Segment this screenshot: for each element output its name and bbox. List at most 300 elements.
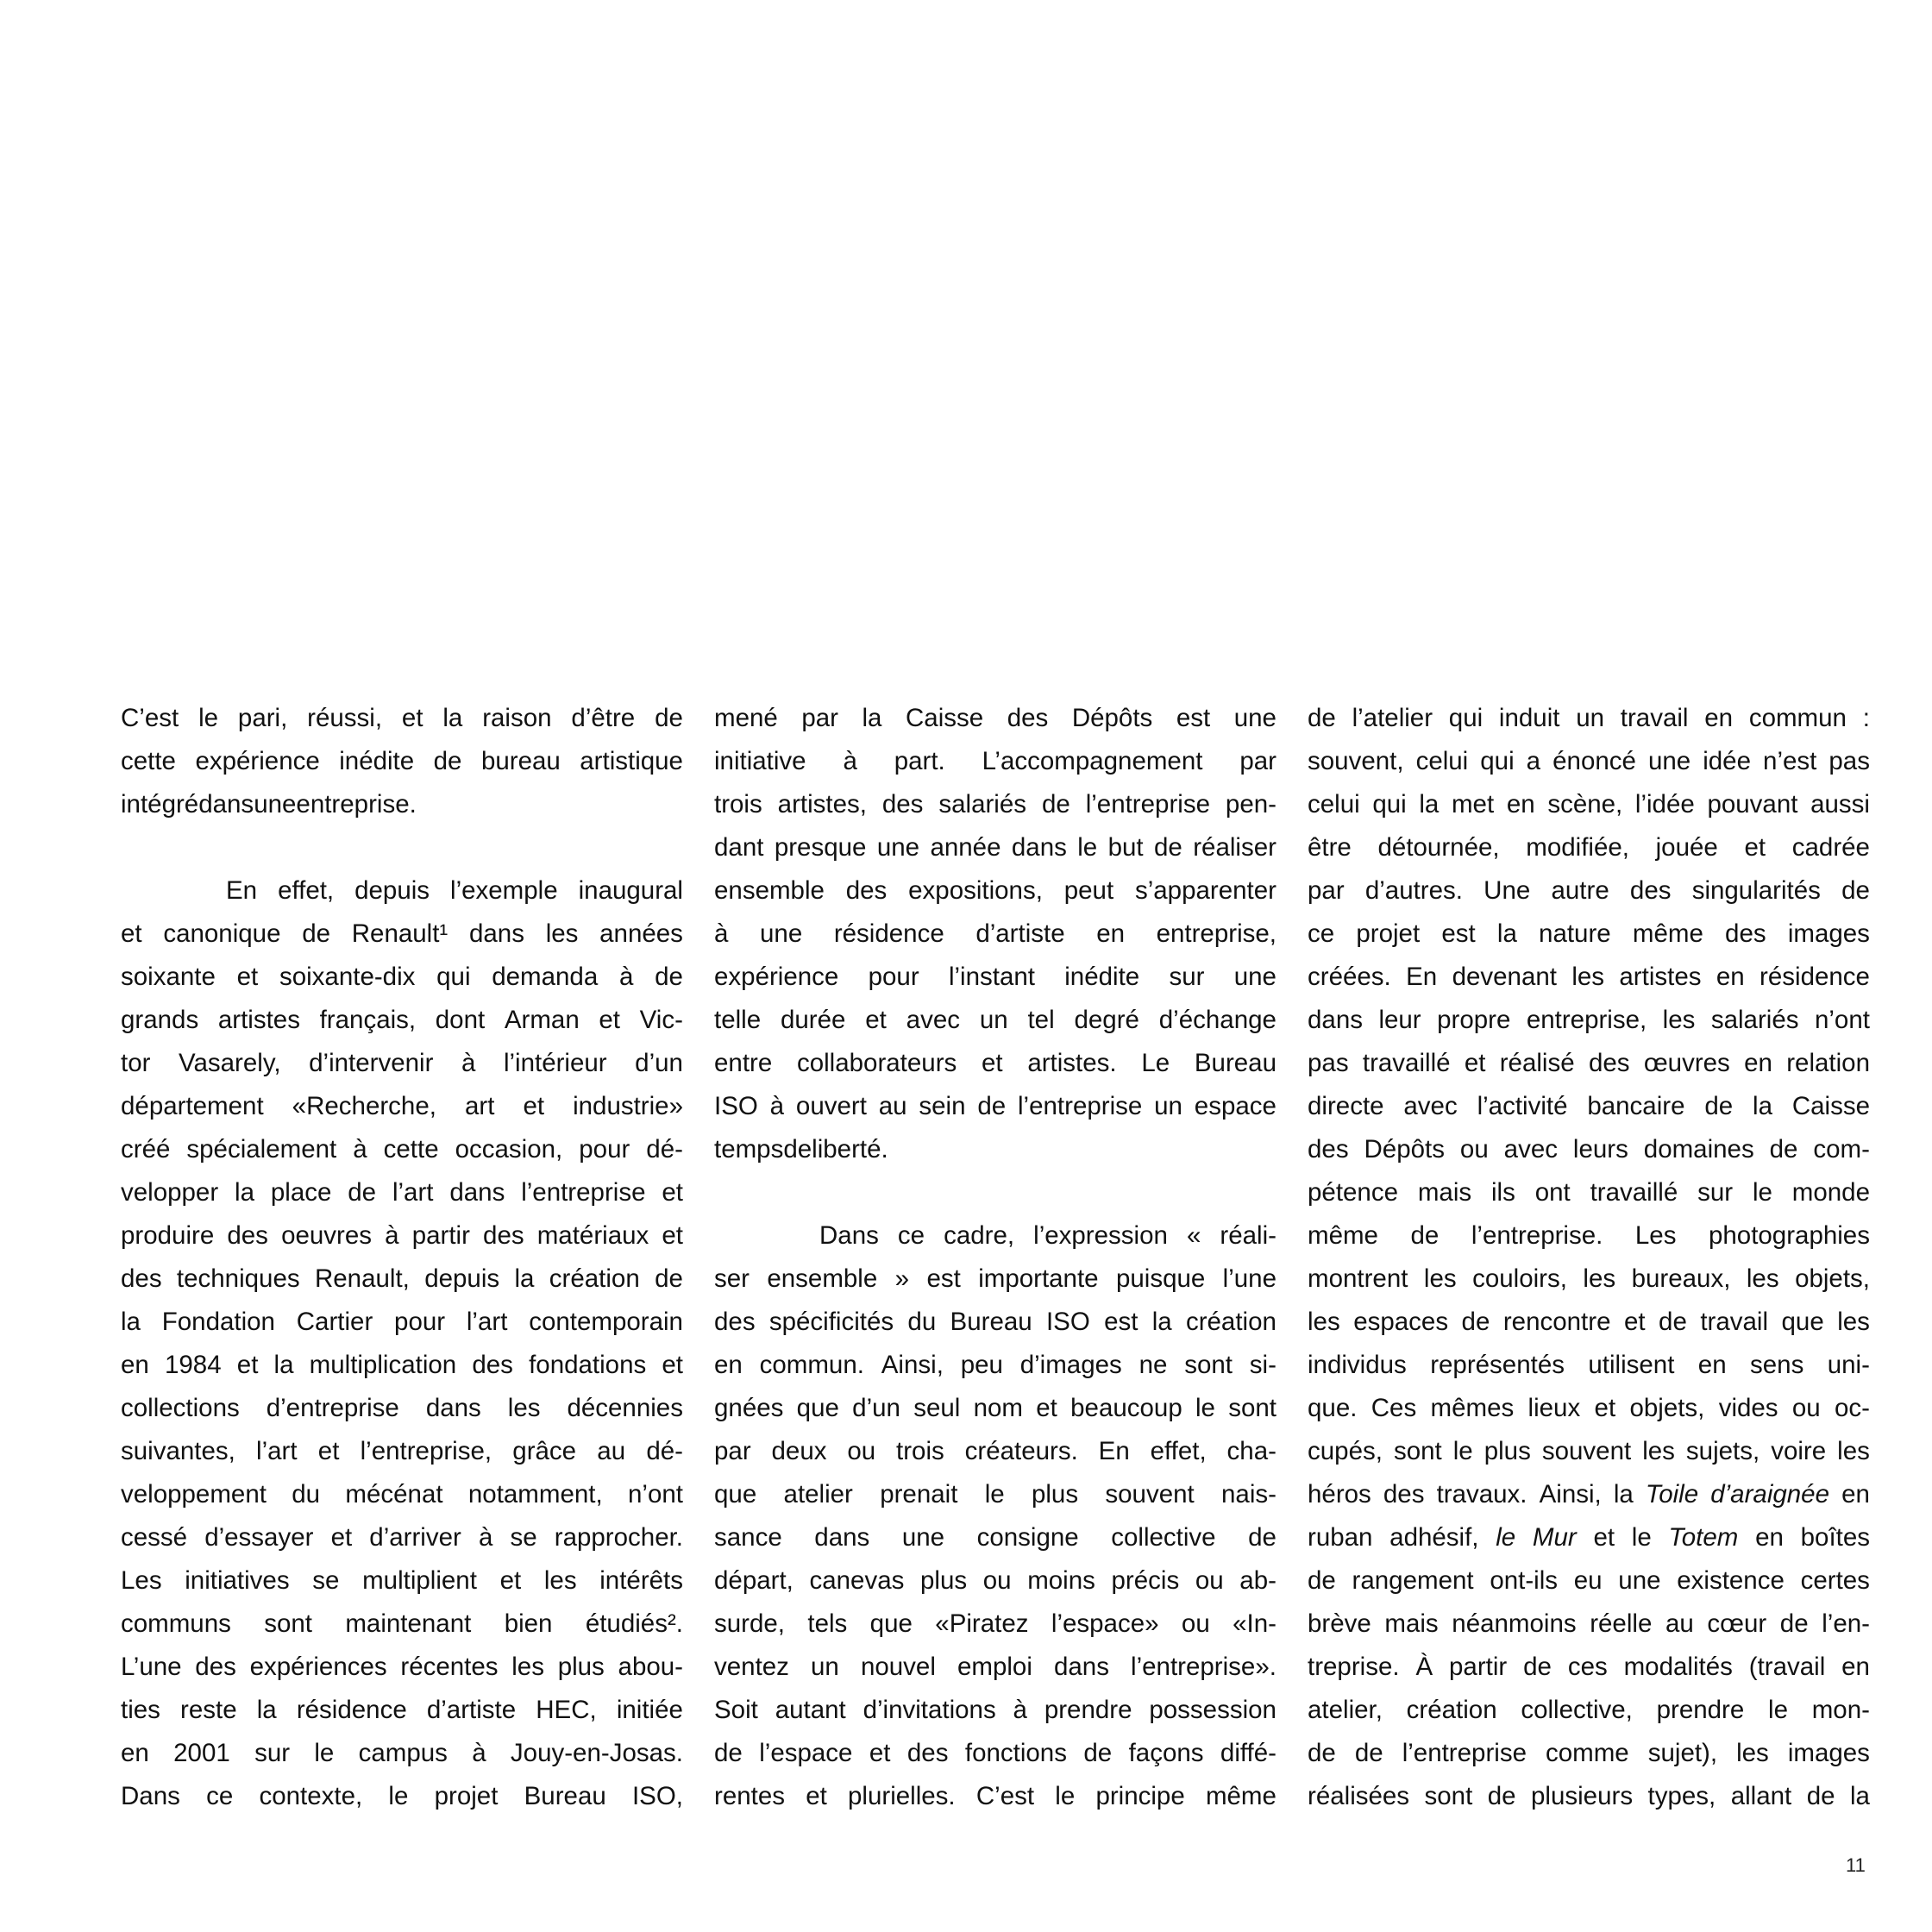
word: l’intérieur — [503, 1049, 607, 1077]
word: est — [1176, 704, 1211, 732]
word: suivantes, — [121, 1437, 235, 1465]
word: que — [714, 1480, 757, 1509]
text-line — [714, 1085, 1276, 1128]
word: prenait — [880, 1480, 958, 1509]
word: de — [714, 1739, 743, 1767]
word: ou — [1195, 1566, 1224, 1595]
text-line — [121, 999, 683, 1042]
word: se — [312, 1566, 340, 1595]
word: monde — [1791, 1178, 1870, 1207]
text-line — [121, 1387, 683, 1430]
word: tel — [1027, 1006, 1055, 1034]
word: bureau — [480, 747, 561, 775]
word: artistique — [580, 747, 683, 775]
word: dans — [1011, 833, 1067, 862]
word: création — [1406, 1696, 1497, 1724]
text-line — [121, 1473, 683, 1516]
word: espace — [1194, 1092, 1276, 1120]
word: à — [714, 919, 729, 948]
word: soixante — [121, 963, 216, 991]
word: réussi, — [307, 704, 383, 732]
word: brève — [1308, 1609, 1371, 1638]
word: et — [523, 1092, 545, 1120]
word: tels — [807, 1609, 848, 1638]
word: l’entreprise — [1402, 1739, 1527, 1767]
word: la — [235, 1178, 254, 1207]
word: façons — [1128, 1739, 1204, 1767]
text-line — [121, 1085, 683, 1128]
word: vides — [1718, 1394, 1778, 1422]
word: fonctions — [964, 1739, 1067, 1767]
word: grands — [121, 1006, 199, 1034]
word: autant — [775, 1696, 846, 1724]
word: de — [1410, 1221, 1440, 1250]
word: et — [662, 1351, 683, 1379]
word: n’ont — [1814, 1006, 1870, 1034]
word: collaborateurs — [796, 1049, 957, 1077]
text-line — [1308, 826, 1870, 869]
text-line — [1308, 1171, 1870, 1214]
word: En — [226, 876, 258, 905]
word: Vic- — [639, 1006, 683, 1034]
word: bien — [504, 1609, 553, 1638]
word: adhésif, — [1389, 1523, 1479, 1552]
word: des — [227, 1221, 268, 1250]
word: en — [1096, 919, 1126, 948]
text-line — [121, 1559, 683, 1603]
word: l’exemple — [450, 876, 558, 905]
word: rentes — [714, 1782, 785, 1810]
word: principe — [1095, 1782, 1185, 1810]
word: but — [1107, 833, 1144, 862]
word: intérêts — [599, 1566, 683, 1595]
word: «Piratez — [935, 1609, 1029, 1638]
word: résidence — [833, 919, 944, 948]
word: le — [1055, 1782, 1076, 1810]
word: utilisent — [1588, 1351, 1675, 1379]
word: en — [1506, 790, 1535, 819]
word: ou — [1459, 1135, 1489, 1164]
text-line — [1308, 1258, 1870, 1301]
word: moins — [1027, 1566, 1095, 1595]
word: part. — [894, 747, 945, 775]
word: par — [714, 1437, 751, 1465]
word: sont — [1228, 1394, 1276, 1422]
word: trois — [896, 1437, 944, 1465]
word: des — [1588, 1049, 1630, 1077]
word: s’apparenter — [1134, 876, 1276, 905]
text-line — [121, 1775, 683, 1818]
word: l’en- — [1822, 1609, 1870, 1638]
word: de — [433, 747, 462, 775]
word: projet — [434, 1782, 499, 1810]
word: sont — [1393, 1437, 1442, 1465]
word: des — [906, 1739, 949, 1767]
word: cadrée — [1791, 833, 1870, 862]
word: allant — [1730, 1782, 1792, 1810]
word: espaces — [1353, 1308, 1449, 1336]
word: néanmoins — [1452, 1609, 1577, 1638]
word: et — [981, 1049, 1003, 1077]
word: le — [1195, 1394, 1215, 1422]
word: créateurs. — [964, 1437, 1078, 1465]
word: uni- — [1827, 1351, 1870, 1379]
word: projet — [1356, 919, 1421, 948]
word: par — [801, 704, 838, 732]
word: en — [121, 1351, 149, 1379]
word: maintenant — [345, 1609, 472, 1638]
text-line — [121, 869, 683, 913]
word: le — [1631, 1523, 1652, 1552]
word: et — [1623, 1308, 1646, 1336]
word: des — [1308, 1135, 1349, 1164]
word: réelle — [1590, 1609, 1653, 1638]
word: travail — [1620, 704, 1689, 732]
word: telle — [714, 1006, 762, 1034]
word: l’activité — [1477, 1092, 1568, 1120]
word: entreprise, — [1526, 1006, 1647, 1034]
word: cœur — [1707, 1609, 1767, 1638]
word: de — [655, 963, 683, 991]
word: dans — [198, 790, 254, 819]
text-line — [714, 999, 1276, 1042]
word: cette — [121, 747, 176, 775]
word: la — [862, 704, 882, 732]
word: des — [472, 1351, 513, 1379]
text-line — [714, 869, 1276, 913]
word: des — [845, 876, 888, 905]
word: le — [1496, 1523, 1516, 1552]
word: sujet), — [1647, 1739, 1718, 1767]
word: cha- — [1226, 1437, 1276, 1465]
word: et — [121, 919, 142, 948]
word: les — [545, 919, 579, 948]
word: atelier, — [1308, 1696, 1383, 1724]
word: sein — [919, 1092, 966, 1120]
word: rencontre — [1502, 1308, 1611, 1336]
word: bureaux, — [1631, 1264, 1731, 1293]
word: qui — [436, 963, 471, 991]
word: l’entreprise. — [1471, 1221, 1603, 1250]
word: la — [1419, 790, 1440, 819]
word: détournée, — [1377, 833, 1500, 862]
word: des — [195, 1653, 236, 1681]
word: l’art — [392, 1178, 434, 1207]
text-line — [121, 1516, 683, 1559]
word: plus — [557, 1653, 605, 1681]
word: de — [348, 1178, 377, 1207]
word: travaillé — [1590, 1178, 1678, 1207]
word: HEC, — [536, 1696, 597, 1724]
word: modifiée, — [1526, 833, 1629, 862]
word: à — [385, 1221, 399, 1250]
word: expérience — [714, 963, 839, 991]
text-line — [1308, 1301, 1870, 1344]
text-line — [714, 1214, 1276, 1258]
word: les — [1308, 1308, 1340, 1336]
word: effet, — [1150, 1437, 1207, 1465]
word: scène, — [1547, 790, 1623, 819]
word: dé- — [646, 1135, 683, 1164]
word: plusieurs — [1531, 1782, 1634, 1810]
word: Arman — [504, 1006, 580, 1034]
word: année — [930, 833, 1001, 862]
word: salariés — [938, 790, 1027, 819]
text-line — [714, 697, 1276, 740]
word: la — [1753, 1092, 1772, 1120]
word: à — [843, 747, 857, 775]
word: En — [1406, 963, 1438, 991]
word: pour — [868, 963, 919, 991]
word: d’artiste — [426, 1696, 517, 1724]
text-line — [714, 1301, 1276, 1344]
text-line — [714, 1430, 1276, 1473]
text-line — [121, 1689, 683, 1732]
word: en — [1841, 1653, 1870, 1681]
word: sont — [1184, 1351, 1233, 1379]
text-line — [121, 1214, 683, 1258]
word: d’essayer — [204, 1523, 314, 1552]
page-number: 11 — [1846, 1854, 1866, 1876]
text-line — [121, 1128, 683, 1171]
word: une — [1647, 747, 1691, 775]
word: au — [878, 1092, 907, 1120]
word: sance — [714, 1523, 782, 1552]
word: des — [881, 790, 924, 819]
word: seul — [913, 1394, 961, 1422]
word: les — [507, 1394, 541, 1422]
word: deux — [771, 1437, 827, 1465]
word: artistes — [217, 1006, 300, 1034]
word: C’est — [121, 704, 179, 732]
word: partir — [411, 1221, 470, 1250]
word: Cartier — [296, 1308, 373, 1336]
word: art — [464, 1092, 495, 1120]
word: de — [1704, 1092, 1734, 1120]
word: fondations — [529, 1351, 647, 1379]
word: comme — [1546, 1739, 1629, 1767]
word: n’est — [1763, 747, 1817, 775]
word: Dépôts — [1364, 1135, 1445, 1164]
word: français, — [319, 1006, 417, 1034]
word: Vasarely, — [178, 1049, 281, 1077]
word: techniques — [176, 1264, 300, 1293]
word: artistes, — [777, 790, 867, 819]
word: créé — [121, 1135, 171, 1164]
word: l’entreprise — [1085, 790, 1210, 819]
word: mais — [1417, 1178, 1472, 1207]
text-line — [1308, 1689, 1870, 1732]
word: un — [1154, 1092, 1182, 1120]
word: bancaire — [1587, 1092, 1685, 1120]
word: une — [254, 790, 297, 819]
word: les — [1571, 963, 1605, 991]
word: souvent, — [1308, 747, 1404, 775]
word: qui — [1372, 790, 1407, 819]
word: l’instant — [948, 963, 1035, 991]
word: et — [236, 1351, 259, 1379]
text-line — [121, 1732, 683, 1775]
word: travaillé — [1362, 1049, 1451, 1077]
word: sur — [254, 1739, 291, 1767]
word: canonique — [163, 919, 281, 948]
word: la — [1496, 919, 1517, 948]
word: celui — [1415, 747, 1469, 775]
word: Le — [1141, 1049, 1170, 1077]
text-line — [1308, 1085, 1870, 1128]
word: grâce — [512, 1437, 577, 1465]
word: com- — [1813, 1135, 1870, 1164]
text-line — [121, 913, 683, 956]
word: est — [1104, 1308, 1138, 1336]
text-line — [1308, 869, 1870, 913]
word: d’un — [852, 1394, 900, 1422]
word: ces — [1567, 1653, 1608, 1681]
text-line — [714, 783, 1276, 826]
word: ce — [1308, 919, 1335, 948]
word: mon- — [1811, 1696, 1870, 1724]
word: tor — [121, 1049, 151, 1077]
word: création — [1185, 1308, 1276, 1336]
text-line — [714, 1042, 1276, 1085]
word: jouée — [1655, 833, 1718, 862]
word: notamment, — [467, 1480, 603, 1509]
word: dant — [714, 833, 764, 862]
word: de — [1041, 790, 1070, 819]
word: initiée — [616, 1696, 683, 1724]
word: la — [1151, 1308, 1172, 1336]
word: contemporain — [529, 1308, 683, 1336]
word: être — [1308, 833, 1352, 862]
word: couloirs, — [1472, 1264, 1567, 1293]
word: Une — [1484, 876, 1531, 905]
word: singularités — [1691, 876, 1821, 905]
word: veloppement — [121, 1480, 267, 1509]
word: Fondation — [161, 1308, 275, 1336]
word: » — [894, 1264, 910, 1293]
word: ont — [1534, 1178, 1571, 1207]
word: initiative — [714, 747, 806, 775]
word: Renault, — [314, 1264, 410, 1293]
word: Dépôts — [1071, 704, 1153, 732]
word: énoncé — [1552, 747, 1636, 775]
word: de — [1308, 1739, 1336, 1767]
word: consigne — [976, 1523, 1079, 1552]
word: dans — [425, 1394, 481, 1422]
word: pas — [1308, 1049, 1349, 1077]
text-line — [1308, 740, 1870, 783]
text-line — [121, 1603, 683, 1646]
word: rapprocher. — [554, 1523, 683, 1552]
text-column-3 — [1308, 697, 1870, 1818]
text-line — [121, 740, 683, 783]
word: l’atelier — [1352, 704, 1433, 732]
word: des — [1725, 919, 1766, 948]
word: ISO — [714, 1092, 758, 1120]
word: un — [979, 1006, 1008, 1034]
word: prendre — [1656, 1696, 1745, 1724]
word: années — [599, 919, 683, 948]
word: commun — [1748, 704, 1847, 732]
word: les — [1423, 1264, 1457, 1293]
word: du — [907, 1308, 937, 1336]
word: Dans — [819, 1221, 879, 1250]
word: Caisse — [1791, 1092, 1870, 1120]
word: la — [1849, 1782, 1870, 1810]
word: ser — [714, 1264, 750, 1293]
word: expérience — [195, 747, 320, 775]
word: leurs — [1572, 1135, 1628, 1164]
word: à — [478, 1523, 493, 1552]
word: récentes — [400, 1653, 499, 1681]
word: Les — [1634, 1221, 1677, 1250]
word: et — [869, 1739, 891, 1767]
text-line — [121, 1042, 683, 1085]
text-line — [1308, 1344, 1870, 1387]
word: ouvert — [795, 1092, 867, 1120]
word: ISO, — [631, 1782, 683, 1810]
word: avec — [1503, 1135, 1558, 1164]
word: autre — [1551, 876, 1609, 905]
word: et — [662, 1221, 683, 1250]
word: pétence — [1308, 1178, 1398, 1207]
word: intégré — [121, 790, 199, 819]
word: propre — [1437, 1006, 1511, 1034]
word: mêmes — [1430, 1394, 1515, 1422]
word: boîtes — [1800, 1523, 1870, 1552]
word: même — [1308, 1221, 1378, 1250]
text-line — [1308, 1559, 1870, 1603]
text-line — [1308, 1775, 1870, 1818]
word: département — [121, 1092, 264, 1120]
text-line — [1308, 1128, 1870, 1171]
word: de — [1308, 704, 1336, 732]
word: occasion, — [455, 1135, 563, 1164]
word: travaux. — [1436, 1480, 1527, 1509]
word: le — [314, 1739, 335, 1767]
word: Les — [121, 1566, 162, 1595]
word: de — [302, 919, 331, 948]
word: expériences — [249, 1653, 387, 1681]
word: diffé- — [1220, 1739, 1276, 1767]
word: leur — [1378, 1006, 1421, 1034]
word: réalisées — [1308, 1782, 1410, 1810]
word: en — [1697, 1351, 1727, 1379]
paragraph-break — [714, 1171, 1276, 1214]
text-column-1 — [121, 697, 683, 1818]
text-line — [121, 697, 683, 740]
word: Bureau — [950, 1308, 1032, 1336]
word: abou- — [618, 1653, 683, 1681]
word: en — [714, 1351, 743, 1379]
word: relation — [1786, 1049, 1870, 1077]
word: treprise. — [1308, 1653, 1400, 1681]
word: nais- — [1221, 1480, 1276, 1509]
word: sur — [1697, 1178, 1734, 1207]
word: Toile — [1645, 1480, 1699, 1509]
text-column-2 — [714, 697, 1276, 1818]
word: ou — [1181, 1609, 1210, 1638]
word: pouvant — [1707, 790, 1798, 819]
text-line — [714, 1473, 1276, 1516]
word: l’entreprise — [521, 1178, 646, 1207]
text-line — [1308, 1214, 1870, 1258]
word: d’artiste — [975, 919, 1065, 948]
word: par — [1239, 747, 1276, 775]
word: peu — [960, 1351, 1003, 1379]
word: de — [783, 1135, 812, 1164]
text-line — [714, 1603, 1276, 1646]
